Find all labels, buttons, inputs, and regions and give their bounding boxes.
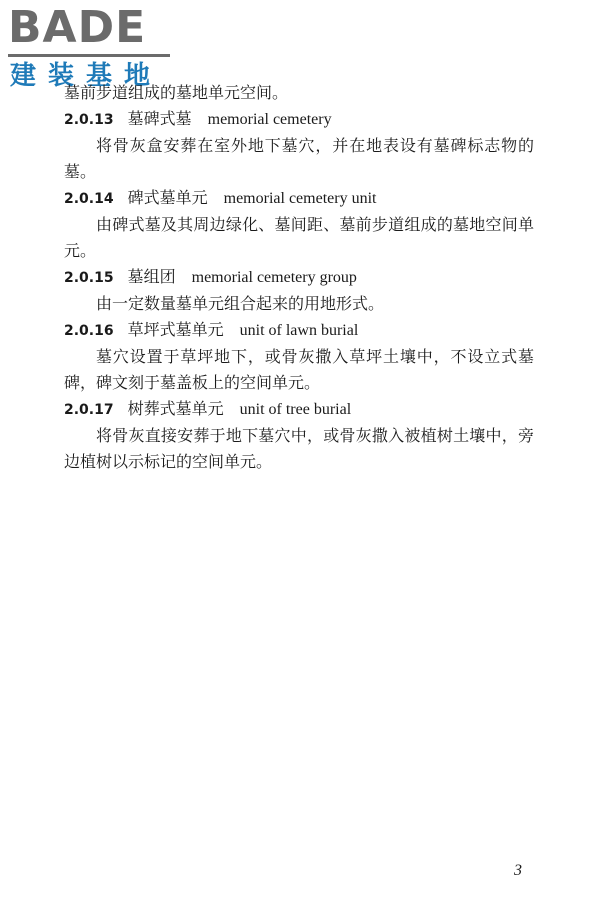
term-number: 2.0.13 xyxy=(64,112,114,128)
term-chinese: 墓碑式墓 xyxy=(127,109,192,128)
term-heading-2-0-16 xyxy=(64,317,554,344)
term-chinese: 墓组团 xyxy=(127,267,176,286)
term-english: unit of tree burial xyxy=(239,401,352,418)
term-english: memorial cemetery unit xyxy=(223,190,377,207)
term-number: 2.0.17 xyxy=(64,402,114,418)
term-chinese: 树葬式墓单元 xyxy=(127,399,224,418)
term-heading-2-0-13 xyxy=(64,106,554,133)
term-english: unit of lawn burial xyxy=(239,322,359,339)
intro-line: 墓前步道组成的墓地单元空间。 xyxy=(64,83,289,102)
term-definition: 墓穴设置于草坪地下，或骨灰撒入草坪土壤中，不设立式墓碑，碑文刻于墓盖板上的空间单元。 xyxy=(64,347,534,392)
term-definition: 由碑式墓及其周边绿化、墓间距、墓前步道组成的墓地空间单元。 xyxy=(64,215,534,260)
logo-divider xyxy=(8,54,170,57)
term-heading-2-0-14 xyxy=(64,185,554,212)
term-number: 2.0.15 xyxy=(64,270,114,286)
term-definition: 由一定数量墓单元组合起来的用地形式。 xyxy=(96,294,385,313)
document-body xyxy=(64,80,554,475)
term-english: memorial cemetery xyxy=(207,111,332,128)
term-chinese: 碑式墓单元 xyxy=(127,188,208,207)
page-number: 3 xyxy=(514,862,522,879)
term-heading-2-0-17 xyxy=(64,396,554,423)
term-number: 2.0.16 xyxy=(64,323,114,339)
term-heading-2-0-15 xyxy=(64,264,554,291)
term-chinese: 草坪式墓单元 xyxy=(127,320,224,339)
term-definition: 将骨灰盒安葬在室外地下墓穴，并在地表设有墓碑标志物的墓。 xyxy=(64,136,534,181)
term-definition: 将骨灰直接安葬于地下墓穴中，或骨灰撒入被植树土壤中，旁边植树以示标记的空间单元。 xyxy=(64,426,534,471)
logo-wordmark: BADE xyxy=(8,2,147,53)
logo-chinese-text: 建装基地 xyxy=(10,61,163,91)
term-number: 2.0.14 xyxy=(64,191,114,207)
term-english: memorial cemetery group xyxy=(191,269,357,286)
